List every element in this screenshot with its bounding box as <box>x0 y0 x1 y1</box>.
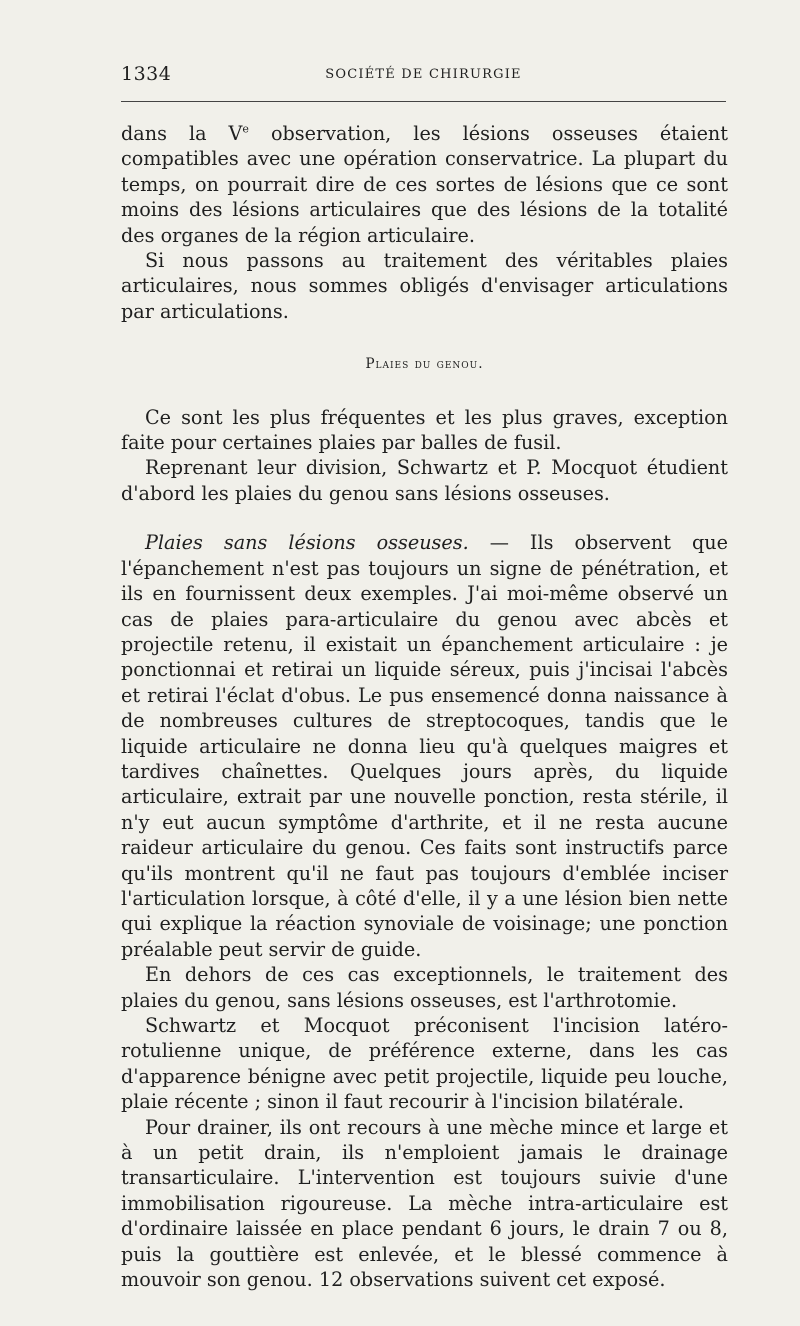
paragraph-3: Ce sont les plus fréquentes et les plus graves, exception faite pour certaines plaies par balles de fusil. <box>121 405 728 455</box>
paragraph-8: Pour drainer, ils ont recours à une mèche mince et large et à un petit drain, ils n'emploient jamais le drainage transarticulaire. L'intervention est toujours suivie d'une immobilisation rigoureuse. La mèche intra-articulaire est d'ordinaire laissée en place pendant 6 jours, le drain 7 ou 8, puis la gouttière est enlevée, et le blessé commence à mouvoir son genou. 12 observations suivent cet exposé. <box>121 1115 728 1292</box>
paragraph-6: En dehors de ces cas exceptionnels, le traitement des plaies du genou, sans lésions osseuses, est l'arthrotomie. <box>121 963 728 1012</box>
running-title: SOCIÉTÉ DE CHIRURGIE <box>325 67 522 82</box>
section-title: Plaies du genou. <box>365 356 484 373</box>
header-rule <box>121 101 726 102</box>
page-header <box>121 63 726 87</box>
paragraph-7: Schwartz et Mocquot préconisent l'incision latéro-rotulienne unique, de préférence externe, dans les cas d'apparence bénigne avec petit projectile, liquide peu louche, plaie récente ; sinon il faut recourir à l'incision bilatérale. <box>121 1014 728 1114</box>
paragraph-5: Plaies sans lésions osseuses. — Ils observent que l'épanchement n'est pas toujours un signe de pénétration, et ils en fournissent deux exemples. J'ai moi-même observé un cas de plaies para-articulaire du genou avec abcès et projectile retenu, il existait un épanchement articulaire : je ponctionnai et retirai un liquide séreux, puis j'incisai l'abcès et retirai l'éclat d'obus. Le pus ensemencé donna naissance à de nombreuses cultures de streptocoques, tandis que le liquide articulaire ne donna lieu qu'à quelques maigres et tardives chaînettes. Quelques jours après, du liquide articulaire, extrait par une nouvelle ponction, resta stérile, il n'y eut aucun symptôme d'arthrite, et il ne resta aucune raideur articulaire du genou. Ces faits sont instructifs parce qu'ils montrent qu'il ne faut pas toujours d'emblée inciser l'articulation lorsque, à côté d'elle, il y a une lésion bien nette qui explique la réaction synoviale de voisinage; une ponction préalable peut servir de guide. <box>121 531 728 961</box>
body-text <box>121 121 728 1292</box>
paragraph-2: Si nous passons au traitement des véritables plaies articulaires, nous sommes obligés d'envisager articulations par articulations. <box>121 249 728 323</box>
subsection-title: Plaies sans lésions osseuses. <box>145 531 469 555</box>
superscript-e: e <box>242 122 249 136</box>
paragraph-1: dans la Ve observation, les lésions osseuses étaient compatibles avec une opération conservatrice. La plupart du temps, on pourrait dire de ces sortes de lésions que ce sont moins des lésions articulaires que des lésions de la totalité des organes de la région articulaire. <box>121 122 729 247</box>
page-number: 1334 <box>121 63 172 85</box>
paragraph-4: Reprenant leur division, Schwartz et P. Mocquot étudient d'abord les plaies du genou sans lésions osseuses. <box>121 456 728 505</box>
